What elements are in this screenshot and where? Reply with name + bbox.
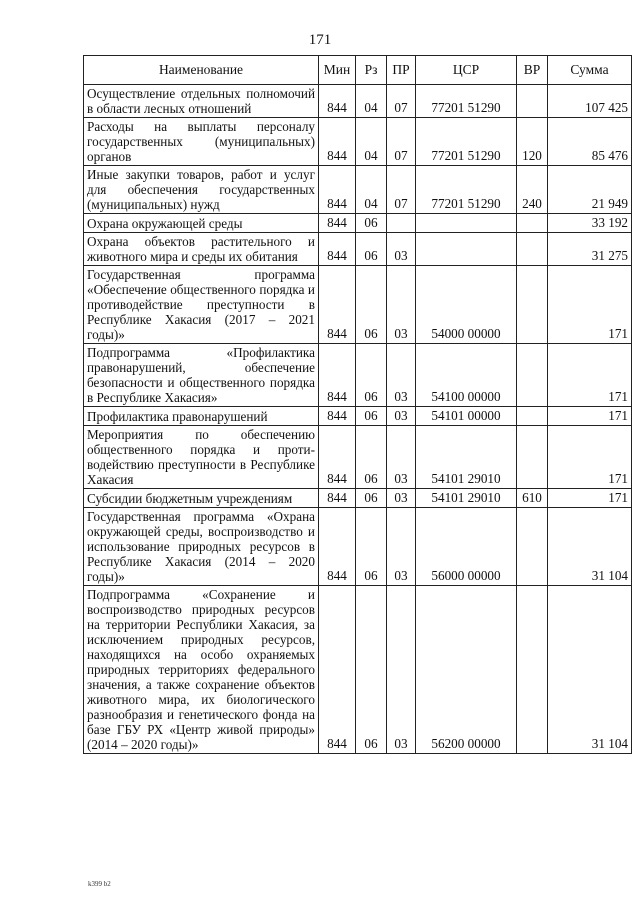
row-rz-cell: 06	[356, 266, 387, 344]
row-sum-cell: 171	[548, 344, 632, 407]
row-pr-cell: 03	[387, 586, 416, 754]
row-sum-cell: 21 949	[548, 166, 632, 214]
row-min-cell: 844	[319, 407, 356, 426]
row-name-cell: Подпрограмма «Профилактика правонарушений, обеспечение безопасности и общественного порядка в Республике Хакасия»	[84, 344, 319, 407]
row-csr-cell: 56000 00000	[416, 508, 517, 586]
row-name-cell: Осуществление отдельных полномочий в области лесных отношений	[84, 85, 319, 118]
row-vr-cell: 240	[517, 166, 548, 214]
row-sum-cell: 31 104	[548, 508, 632, 586]
row-vr-cell: 610	[517, 489, 548, 508]
row-rz-cell: 06	[356, 233, 387, 266]
row-csr-cell: 54100 00000	[416, 344, 517, 407]
row-csr-cell: 56200 00000	[416, 586, 517, 754]
row-vr-cell	[517, 85, 548, 118]
row-rz-cell: 06	[356, 489, 387, 508]
row-pr-cell: 07	[387, 118, 416, 166]
row-csr-cell: 54101 29010	[416, 489, 517, 508]
header-pr: ПР	[387, 56, 416, 85]
budget-table	[83, 55, 632, 754]
row-csr-cell: 77201 51290	[416, 118, 517, 166]
row-rz-cell: 04	[356, 85, 387, 118]
row-pr-cell: 07	[387, 166, 416, 214]
row-name-cell: Иные закупки товаров, работ и услуг для обеспечения государственных (муниципальных) нужд	[84, 166, 319, 214]
row-rz-cell: 04	[356, 118, 387, 166]
table-row	[84, 344, 632, 407]
row-pr-cell: 07	[387, 85, 416, 118]
row-csr-cell: 54000 00000	[416, 266, 517, 344]
header-vr: ВР	[517, 56, 548, 85]
row-name-cell: Расходы на выплаты персоналу государственных (муниципальных) органов	[84, 118, 319, 166]
header-sum: Сумма	[548, 56, 632, 85]
row-min-cell: 844	[319, 586, 356, 754]
row-name-cell: Государственная программа «Охрана окружающей среды, воспроизводство и использование природных ресурсов в Республике Хакасия (2014 – 2020 годы)»	[84, 508, 319, 586]
header-row	[84, 56, 632, 85]
header-csr: ЦСР	[416, 56, 517, 85]
row-pr-cell: 03	[387, 508, 416, 586]
row-vr-cell	[517, 586, 548, 754]
header-rz: Рз	[356, 56, 387, 85]
row-sum-cell: 31 104	[548, 586, 632, 754]
row-name-cell: Профилактика правонарушений	[84, 407, 319, 426]
row-sum-cell: 31 275	[548, 233, 632, 266]
row-vr-cell	[517, 344, 548, 407]
row-vr-cell	[517, 407, 548, 426]
row-rz-cell: 04	[356, 166, 387, 214]
row-vr-cell	[517, 214, 548, 233]
row-name-cell: Государственная программа «Обеспечение общественного порядка и противодействие преступности в Республике Хакасия (2017 – 2021 годы)»	[84, 266, 319, 344]
row-rz-cell: 06	[356, 407, 387, 426]
row-min-cell: 844	[319, 266, 356, 344]
row-rz-cell: 06	[356, 214, 387, 233]
table-row	[84, 118, 632, 166]
row-pr-cell: 03	[387, 426, 416, 489]
row-rz-cell: 06	[356, 344, 387, 407]
row-sum-cell: 85 476	[548, 118, 632, 166]
header-name: Наименование	[84, 56, 319, 85]
table-row	[84, 214, 632, 233]
table-row	[84, 233, 632, 266]
row-min-cell: 844	[319, 166, 356, 214]
row-vr-cell	[517, 266, 548, 344]
row-min-cell: 844	[319, 233, 356, 266]
row-vr-cell	[517, 233, 548, 266]
table-row	[84, 426, 632, 489]
row-csr-cell	[416, 233, 517, 266]
row-min-cell: 844	[319, 426, 356, 489]
row-pr-cell	[387, 214, 416, 233]
table-row	[84, 85, 632, 118]
row-rz-cell: 06	[356, 508, 387, 586]
row-sum-cell: 107 425	[548, 85, 632, 118]
table-row	[84, 266, 632, 344]
row-pr-cell: 03	[387, 407, 416, 426]
row-pr-cell: 03	[387, 489, 416, 508]
budget-table-body	[84, 85, 632, 754]
header-min: Мин	[319, 56, 356, 85]
row-min-cell: 844	[319, 508, 356, 586]
row-min-cell: 844	[319, 489, 356, 508]
row-name-cell: Субсидии бюджетным учреждениям	[84, 489, 319, 508]
row-sum-cell: 171	[548, 426, 632, 489]
table-row	[84, 166, 632, 214]
table-row	[84, 407, 632, 426]
row-min-cell: 844	[319, 214, 356, 233]
row-pr-cell: 03	[387, 266, 416, 344]
row-csr-cell: 77201 51290	[416, 166, 517, 214]
row-min-cell: 844	[319, 344, 356, 407]
row-sum-cell: 171	[548, 266, 632, 344]
row-sum-cell: 171	[548, 489, 632, 508]
row-name-cell: Охрана объектов растительного и животного мира и среды их обитания	[84, 233, 319, 266]
row-csr-cell: 77201 51290	[416, 85, 517, 118]
row-min-cell: 844	[319, 118, 356, 166]
row-rz-cell: 06	[356, 586, 387, 754]
page-number: 171	[308, 32, 332, 48]
table-row	[84, 586, 632, 754]
row-csr-cell: 54101 00000	[416, 407, 517, 426]
table-row	[84, 489, 632, 508]
row-name-cell: Подпрограмма «Сохранение и воспроизводство природных ресурсов на территории Республики Хакасия, за исключением природных ресурсов, находящихся на особо охраняемых природных территориях федерального значения, а также сохранение объектов животного мира, их биологического разнообразия и генетического фонда на базе ГБУ РХ «Центр живой природы» (2014 – 2020 годы)»	[84, 586, 319, 754]
table-row	[84, 508, 632, 586]
row-pr-cell: 03	[387, 344, 416, 407]
row-sum-cell: 171	[548, 407, 632, 426]
row-vr-cell	[517, 508, 548, 586]
row-sum-cell: 33 192	[548, 214, 632, 233]
row-vr-cell	[517, 426, 548, 489]
row-min-cell: 844	[319, 85, 356, 118]
row-csr-cell	[416, 214, 517, 233]
row-rz-cell: 06	[356, 426, 387, 489]
row-name-cell: Охрана окружающей среды	[84, 214, 319, 233]
footer-code: k399 b2	[88, 880, 111, 888]
row-pr-cell: 03	[387, 233, 416, 266]
row-vr-cell: 120	[517, 118, 548, 166]
row-csr-cell: 54101 29010	[416, 426, 517, 489]
row-name-cell: Мероприятия по обеспечению общественного порядка и противодействию преступности в Республике Хакасия	[84, 426, 319, 489]
